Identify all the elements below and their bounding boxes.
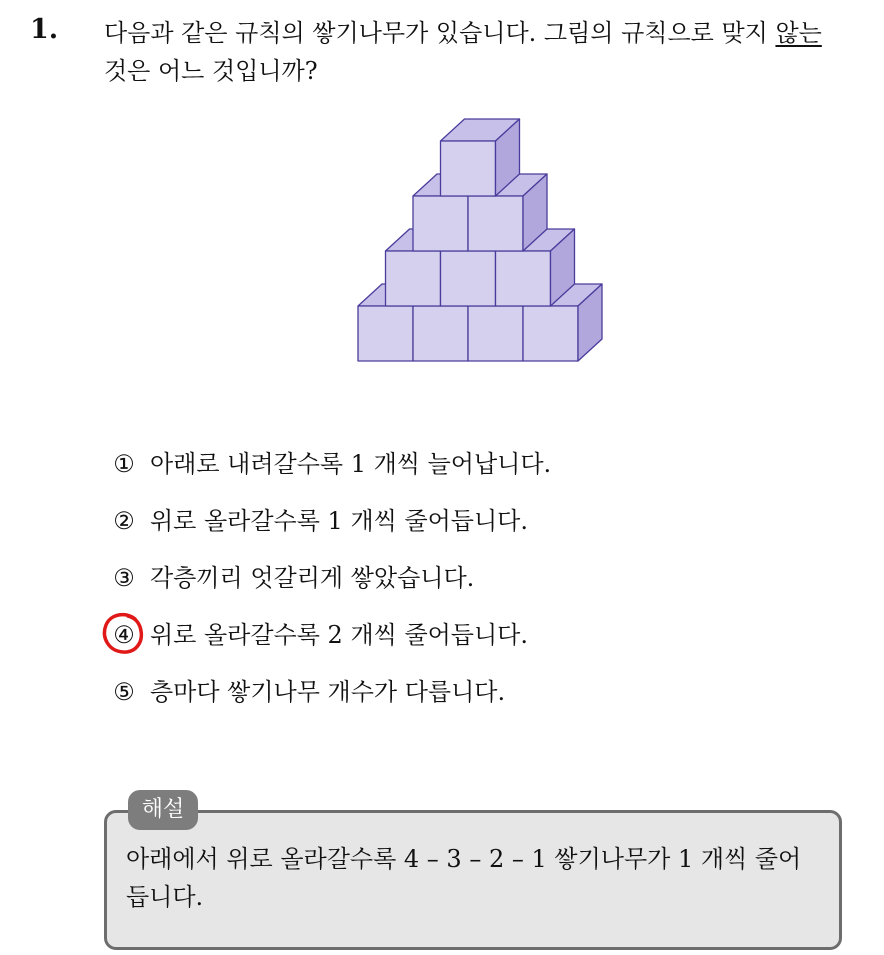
cube-front-face <box>413 306 468 361</box>
cube-front-face <box>496 251 551 306</box>
cube-front-face <box>441 251 496 306</box>
choice-2[interactable] <box>108 502 551 559</box>
cube-front-face <box>358 306 413 361</box>
choice-1[interactable] <box>108 445 551 502</box>
cube-pyramid-figure <box>350 110 615 370</box>
choice-2-mark: ② <box>113 507 135 535</box>
question-line-2: 것은 어느 것입니까? <box>104 57 318 85</box>
choice-4-mark: ④ <box>113 621 135 649</box>
choice-4-text: 위로 올라갈수록 2 개씩 줄어듭니다. <box>150 621 528 649</box>
answer-choices <box>108 445 551 730</box>
choice-3[interactable] <box>108 559 551 616</box>
cube-front-face <box>468 196 523 251</box>
choice-1-mark: ① <box>113 450 135 478</box>
explanation-line-2: 듭니다. <box>126 883 204 911</box>
choice-3-text: 각층끼리 엇갈리게 쌓았습니다. <box>150 564 475 592</box>
cube-front-face <box>441 141 496 196</box>
choice-5[interactable] <box>108 673 551 730</box>
cube-front-face <box>523 306 578 361</box>
choice-5-mark: ⑤ <box>113 678 135 706</box>
explanation-line-1: 아래에서 위로 올라갈수록 4 – 3 – 2 – 1 쌓기나무가 1 개씩 줄어 <box>126 845 802 873</box>
choice-5-text: 층마다 쌓기나무 개수가 다릅니다. <box>150 678 506 706</box>
question-line-1: 다음과 같은 규칙의 쌓기나무가 있습니다. 그림의 규칙으로 맞지 <box>104 19 776 47</box>
cube-front-face <box>413 196 468 251</box>
choice-2-text: 위로 올라갈수록 1 개씩 줄어듭니다. <box>150 507 528 535</box>
explanation-text <box>126 840 826 916</box>
explanation-tab: 해설 <box>128 790 198 830</box>
choice-1-text: 아래로 내려갈수록 1 개씩 늘어납니다. <box>150 450 552 478</box>
question-underlined-word: 않는 <box>775 19 822 47</box>
question-text <box>104 14 874 90</box>
cube-front-face <box>386 251 441 306</box>
cube-front-face <box>468 306 523 361</box>
choice-3-mark: ③ <box>113 564 135 592</box>
cube-pyramid-svg <box>350 110 615 370</box>
choice-4[interactable] <box>108 616 551 673</box>
question-number: 1. <box>30 14 59 45</box>
